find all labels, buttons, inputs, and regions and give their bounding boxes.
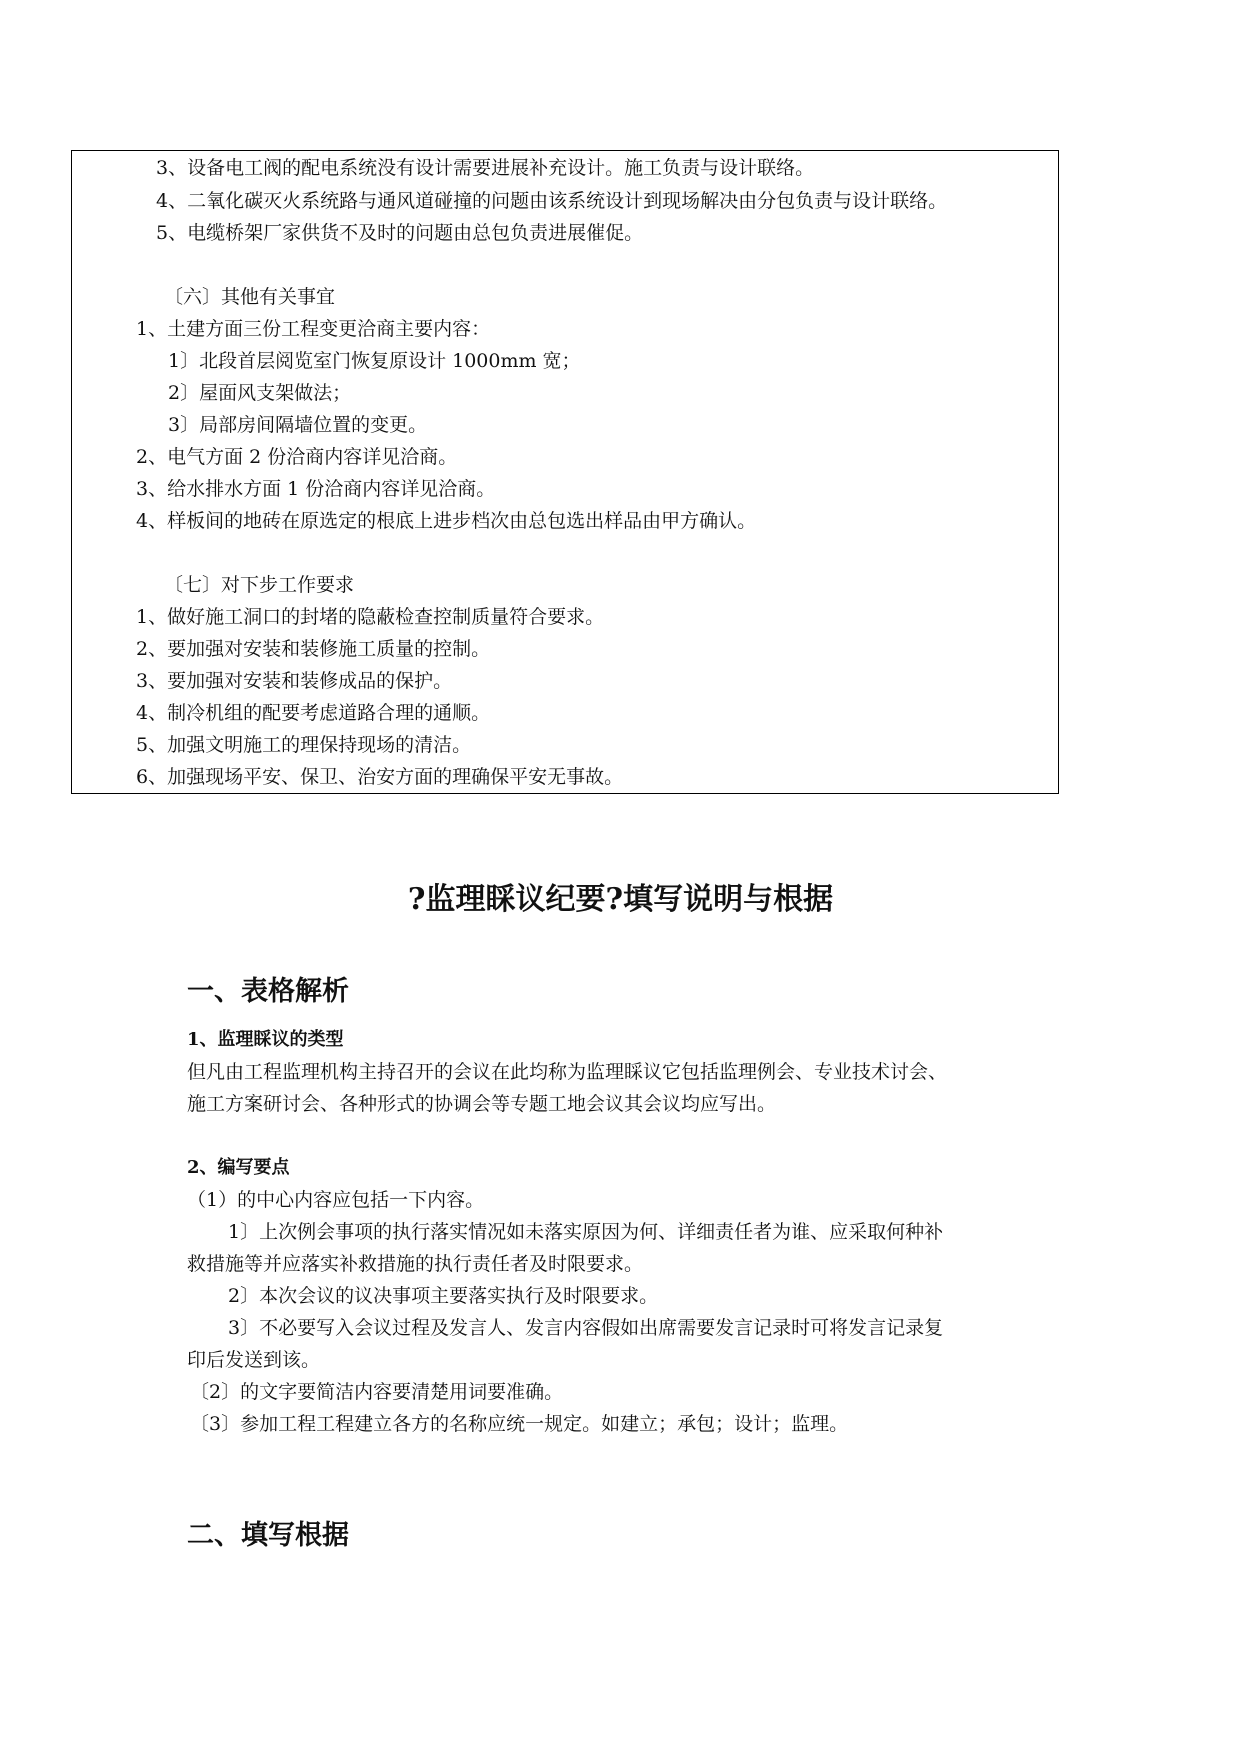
table-line: 2、电气方面 2 份洽商内容详见洽商。 bbox=[136, 446, 458, 468]
table-line: 2〕屋面风支架做法； bbox=[168, 382, 352, 404]
table-line: 5、电缆桥架厂家供货不及时的问题由总包负责进展催促。 bbox=[156, 222, 644, 244]
section-heading-six: 〔六〕其他有关事宜 bbox=[164, 286, 336, 308]
paragraph-line: 2〕本次会议的议决事项主要落实执行及时限要求。 bbox=[228, 1285, 659, 1307]
subheading-1: 1、监理睬议的类型 bbox=[187, 1029, 344, 1050]
paragraph-line: 3〕不必要写入会议过程及发言人、发言内容假如出席需要发言记录时可将发言记录复 bbox=[228, 1317, 944, 1339]
table-line: 4、二氧化碳灭火系统路与通风道碰撞的问题由该系统设计到现场解决由分包负责与设计联络。 bbox=[156, 190, 948, 212]
page-title: ?监理睬议纪要?填写说明与根据 bbox=[407, 882, 834, 917]
table-line: 1、土建方面三份工程变更洽商主要内容： bbox=[136, 318, 491, 340]
table-line: 2、要加强对安装和装修施工质量的控制。 bbox=[136, 638, 491, 660]
paragraph-line: 〔3〕参加工程工程建立各方的名称应统一规定。如建立；承包；设计；监理。 bbox=[190, 1413, 849, 1435]
table-line: 5、加强文明施工的理保持现场的清洁。 bbox=[136, 734, 472, 756]
section-heading-seven: 〔七〕对下步工作要求 bbox=[164, 574, 355, 596]
table-line: 4、样板间的地砖在原选定的根底上进步档次由总包选出样品由甲方确认。 bbox=[136, 510, 757, 532]
paragraph-line: 施工方案研讨会、各种形式的协调会等专题工地会议其会议均应写出。 bbox=[187, 1093, 777, 1115]
minutes-table bbox=[71, 150, 1059, 794]
table-line: 3、要加强对安装和装修成品的保护。 bbox=[136, 670, 453, 692]
paragraph-line: 〔2〕的文字要简洁内容要清楚用词要准确。 bbox=[190, 1381, 564, 1403]
table-line: 1、做好施工洞口的封堵的隐蔽检查控制质量符合要求。 bbox=[136, 606, 605, 628]
paragraph-line: 印后发送到该。 bbox=[187, 1349, 321, 1371]
subheading-2: 2、编写要点 bbox=[187, 1157, 290, 1178]
table-line: 6、加强现场平安、保卫、治安方面的理确保平安无事故。 bbox=[136, 766, 624, 788]
table-line: 3〕局部房间隔墙位置的变更。 bbox=[168, 414, 428, 436]
paragraph-line: （1）的中心内容应包括一下内容。 bbox=[187, 1189, 485, 1211]
paragraph-line: 1〕上次例会事项的执行落实情况如未落实原因为何、详细责任者为谁、应采取何种补 bbox=[228, 1221, 944, 1243]
paragraph-line: 但凡由工程监理机构主持召开的会议在此均称为监理睬议它包括监理例会、专业技术讨会、 bbox=[187, 1061, 948, 1083]
table-line: 3、设备电工阀的配电系统没有设计需要进展补充设计。施工负责与设计联络。 bbox=[156, 157, 815, 179]
table-line: 1〕北段首层阅览室门恢复原设计 1000mm 宽； bbox=[168, 350, 581, 372]
section-heading-1: 一、表格解析 bbox=[187, 976, 349, 1007]
table-line: 3、给水排水方面 1 份洽商内容详见洽商。 bbox=[136, 478, 496, 500]
section-heading-2: 二、填写根据 bbox=[187, 1520, 349, 1551]
paragraph-line: 救措施等并应落实补救措施的执行责任者及时限要求。 bbox=[187, 1253, 644, 1275]
table-line: 4、制冷机组的配要考虑道路合理的通顺。 bbox=[136, 702, 491, 724]
